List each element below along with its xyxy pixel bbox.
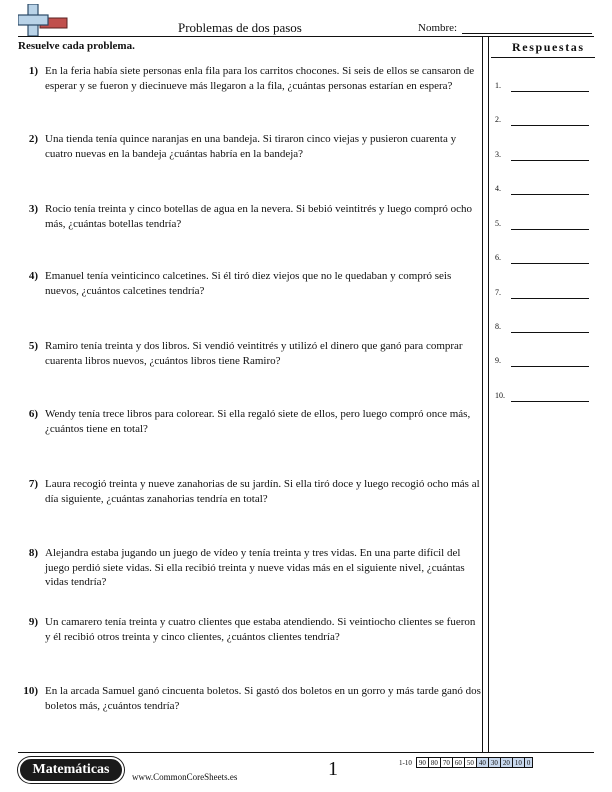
page-title: Problemas de dos pasos bbox=[178, 20, 302, 35]
score-cell: 40 bbox=[476, 758, 488, 768]
score-cell: 30 bbox=[488, 758, 500, 768]
problem-number: 3) bbox=[28, 203, 38, 215]
answer-label: 3. bbox=[495, 150, 501, 159]
problem-number: 1) bbox=[28, 65, 38, 77]
score-cell: 20 bbox=[500, 758, 512, 768]
answer-label: 6. bbox=[495, 253, 501, 262]
problem-number: 2) bbox=[28, 133, 38, 145]
answer-9[interactable] bbox=[495, 356, 595, 370]
answer-line[interactable] bbox=[511, 263, 589, 264]
answer-line[interactable] bbox=[511, 160, 589, 161]
score-cell: 10 bbox=[512, 758, 524, 768]
name-field[interactable] bbox=[462, 33, 592, 34]
answer-label: 1. bbox=[495, 81, 501, 90]
problem-text: Alejandra estaba jugando un juego de vídeo y tenía treinta y tres vidas. En una parte difícil del juego perdió siete vidas. Si ella recibió treinta y nueve vidas más en el siguiente nivel, ¿cuántas vidas tendría? bbox=[45, 547, 465, 589]
answer-line[interactable] bbox=[511, 194, 589, 195]
problem-text: En la arcada Samuel ganó cincuenta boletos. Si gastó dos boletos en un gorro y más tarde ganó dos boletos más, ¿cuántos tendría? bbox=[45, 685, 481, 712]
problem-text: En la feria había siete personas enla fila para los carritos chocones. Si seis de ellos se cansaron de esperar y se fueron y diecinueve más llegaron a la fila, ¿cuántas personas estarían en espera? bbox=[45, 65, 475, 92]
problem-text: Un camarero tenía treinta y cuatro clientes que estaba atendiendo. Si veintiocho clientes se fueron y él recibió otros treinta y cinco clientes, ¿cuántos clientes tendría? bbox=[45, 616, 476, 643]
problem-text: Laura recogió treinta y nueve zanahorias de su jardín. Si ella tiró doce y luego recogió ocho más al día siguiente, ¿cuántas zanahorias tendría en total? bbox=[45, 478, 480, 505]
problem-text: Rocio tenía treinta y cinco botellas de agua en la nevera. Si bebió veintitrés y luego compró ocho más, ¿cuántas botellas tendría? bbox=[45, 203, 473, 230]
score-cell: 80 bbox=[428, 758, 440, 768]
problem-number: 8) bbox=[28, 547, 38, 559]
answer-2[interactable] bbox=[495, 115, 595, 129]
answer-line[interactable] bbox=[511, 298, 589, 299]
brand-badge: Matemáticas bbox=[18, 757, 124, 783]
score-cell: 90 bbox=[416, 758, 428, 768]
column-divider bbox=[482, 37, 483, 752]
problem-number: 4) bbox=[28, 270, 38, 282]
name-label: Nombre: bbox=[418, 22, 458, 34]
answer-label: 2. bbox=[495, 115, 501, 124]
answer-10[interactable] bbox=[495, 391, 595, 405]
answer-line[interactable] bbox=[511, 229, 589, 230]
problem-number: 9) bbox=[28, 616, 38, 628]
answer-label: 10. bbox=[495, 391, 505, 400]
score-cell: 70 bbox=[440, 758, 452, 768]
answer-line[interactable] bbox=[511, 366, 589, 367]
answer-line[interactable] bbox=[511, 125, 589, 126]
answer-label: 5. bbox=[495, 219, 501, 228]
score-cell: 60 bbox=[452, 758, 464, 768]
answer-line[interactable] bbox=[511, 332, 589, 333]
website-link[interactable]: www.CommonCoreSheets.es bbox=[132, 772, 238, 782]
answers-divider bbox=[491, 57, 595, 58]
answer-5[interactable] bbox=[495, 219, 595, 233]
score-table bbox=[397, 757, 533, 768]
answer-3[interactable] bbox=[495, 150, 595, 164]
answer-line[interactable] bbox=[511, 401, 589, 402]
problem-number: 6) bbox=[28, 408, 38, 420]
answer-label: 4. bbox=[495, 184, 501, 193]
column-divider bbox=[488, 37, 489, 752]
answer-7[interactable] bbox=[495, 288, 595, 302]
answers-title: Respuestas bbox=[512, 40, 585, 54]
score-cell: 50 bbox=[464, 758, 476, 768]
problem-number: 7) bbox=[28, 478, 38, 490]
answer-4[interactable] bbox=[495, 184, 595, 198]
answer-1[interactable] bbox=[495, 81, 595, 95]
problem-number: 5) bbox=[28, 340, 38, 352]
instructions: Resuelve cada problema. bbox=[18, 40, 135, 52]
footer-divider bbox=[18, 752, 594, 753]
logo-plus-icon bbox=[18, 4, 68, 38]
header-divider bbox=[18, 36, 594, 37]
answer-8[interactable] bbox=[495, 322, 595, 336]
problem-text: Una tienda tenía quince naranjas en una bandeja. Si tiraron cinco viejas y pusieron cuarenta y cuatro nuevas en la bandeja ¿cuántas habría en la bandeja? bbox=[45, 133, 457, 160]
answer-label: 7. bbox=[495, 288, 501, 297]
answer-label: 9. bbox=[495, 356, 501, 365]
page-number: 1 bbox=[328, 758, 338, 780]
problem-text: Ramiro tenía treinta y dos libros. Si vendió veintitrés y utilizó el dinero que ganó para comprar cuarenta libros nuevos, ¿cuántos libros tiene Ramiro? bbox=[45, 340, 463, 367]
score-cell: 0 bbox=[524, 758, 533, 768]
problem-number: 10) bbox=[23, 685, 38, 697]
problem-text: Wendy tenía trece libros para colorear. Si ella regaló siete de ellos, pero luego compró once más, ¿cuántos tiene en total? bbox=[45, 408, 471, 435]
answer-line[interactable] bbox=[511, 91, 589, 92]
score-range: 1-10 bbox=[399, 758, 412, 767]
answer-6[interactable] bbox=[495, 253, 595, 267]
answer-label: 8. bbox=[495, 322, 501, 331]
problem-text: Emanuel tenía veinticinco calcetines. Si él tiró diez viejos que no le quedaban y compró seis nuevos, ¿cuántos calcetines tendría? bbox=[45, 270, 452, 297]
